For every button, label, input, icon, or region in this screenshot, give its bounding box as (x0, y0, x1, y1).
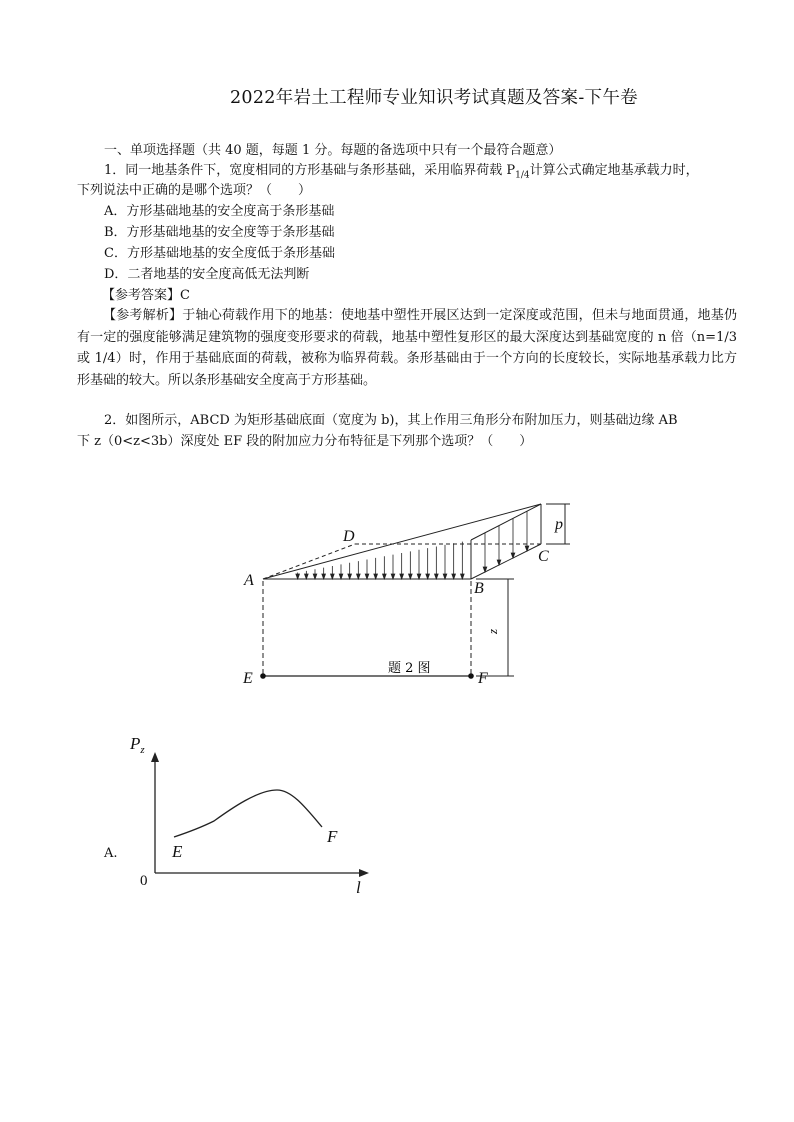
q1-stem-before: 1．同一地基条件下，宽度相同的方形基础与条形基础，采用临界荷载 P (104, 163, 516, 178)
load-arrow-head (391, 574, 395, 579)
q1-analysis-text: 于轴心荷载作用下的地基：使地基中塑性开展区达到一定深度或范围，但未与地面贯通，地基仍有一定的强度能够满足建筑物的强度变形要求的荷载，地基中塑性复形区的最大深度达到基础宽度的 n 倍（n=1/3 或 1/4）时，作用于基础底面的荷载，被称为临界荷载。条形基础由于一个方向的长度较长，实际地基承载力比方形基础的较大。所以条形基础安全度高于方形基础。 (77, 308, 737, 388)
load-arrow-head (374, 574, 378, 579)
load-arrow-head (452, 574, 456, 579)
q1-option-b: B．方形基础地基的安全度等于条形基础 (104, 225, 335, 240)
option-a-label: A. (104, 846, 118, 861)
load-arrow-head (409, 574, 413, 579)
q1-stem-after: 计算公式确定地基承载力时， (529, 163, 699, 178)
q2-figure-drawing (263, 504, 570, 676)
load-arrow-head (331, 574, 335, 579)
label-c: C (538, 548, 549, 565)
section-heading: 一、单项选择题（共 40 题，每题 1 分。每题的备选项中只有一个最符合题意） (104, 143, 562, 158)
q1-stem-subscript: 1/4 (515, 170, 530, 181)
load-arrow-head (365, 574, 369, 579)
load-arrow-head (435, 574, 439, 579)
label-a: A (244, 572, 254, 589)
load-arrow-head (313, 574, 317, 579)
load-arrow-head (305, 574, 309, 579)
option-a-x-arrow (359, 869, 369, 877)
option-a-graph (155, 758, 363, 873)
option-a-end-label: F (327, 827, 338, 846)
load-arrow-head (443, 574, 447, 579)
point-f-dot (468, 673, 474, 679)
load-arrow-head (348, 574, 352, 579)
option-a-x-label: l (356, 878, 361, 897)
option-a-y-label-main: P (130, 734, 141, 753)
label-e: E (243, 670, 253, 687)
load-arrow-head (383, 574, 387, 579)
option-a-y-arrow (151, 752, 159, 762)
load-arrows (296, 511, 529, 579)
label-d: D (343, 528, 355, 545)
label-b: B (474, 580, 484, 597)
figure-caption: 题 2 图 (388, 661, 431, 676)
load-arrow-head (357, 574, 361, 579)
q2-stem-line2: 下 z（0<z<3b）深度处 EF 段的附加应力分布特征是下列那个选项？（ ） (77, 434, 533, 449)
q1-option-c: C．方形基础地基的安全度低于条形基础 (104, 246, 335, 261)
load-arrow-head (461, 574, 465, 579)
q1-answer-label: 【参考答案】 (102, 288, 181, 303)
load-arrow-head (339, 574, 343, 579)
option-a-origin: 0 (140, 873, 148, 889)
q1-option-a: A．方形基础地基的安全度高于条形基础 (104, 204, 335, 219)
label-f: F (478, 670, 488, 687)
option-a-y-label (129, 734, 145, 756)
label-depth-z: z (485, 628, 500, 634)
load-arrow-head (417, 574, 421, 579)
q1-analysis-label: 【参考解析】 (103, 308, 183, 323)
option-a-y-label-sub: z (140, 744, 145, 756)
edge-bc (471, 544, 541, 579)
point-e-dot (260, 673, 266, 679)
option-a-start-label: E (172, 842, 183, 861)
q1-option-d: D．二者地基的安全度高低无法判断 (104, 267, 310, 282)
option-a-curve (174, 790, 322, 837)
load-top-side (471, 504, 541, 540)
load-arrow-head (322, 574, 326, 579)
q2-stem-line1: 2．如图所示，ABCD 为矩形基础底面（宽度为 b)，其上作用三角形分布附加压力，则基础边缘 AB (104, 413, 678, 428)
q1-answer-value: C (180, 288, 190, 303)
label-load-p: p (555, 516, 563, 533)
page-title: 2022年岩土工程师专业知识考试真题及答案-下午卷 (230, 88, 638, 108)
q1-stem-line2: 下列说法中正确的是哪个选项？（ ） (77, 183, 312, 198)
load-arrow-head (426, 574, 430, 579)
load-arrow-head (296, 574, 300, 579)
load-arrow-head (400, 574, 404, 579)
